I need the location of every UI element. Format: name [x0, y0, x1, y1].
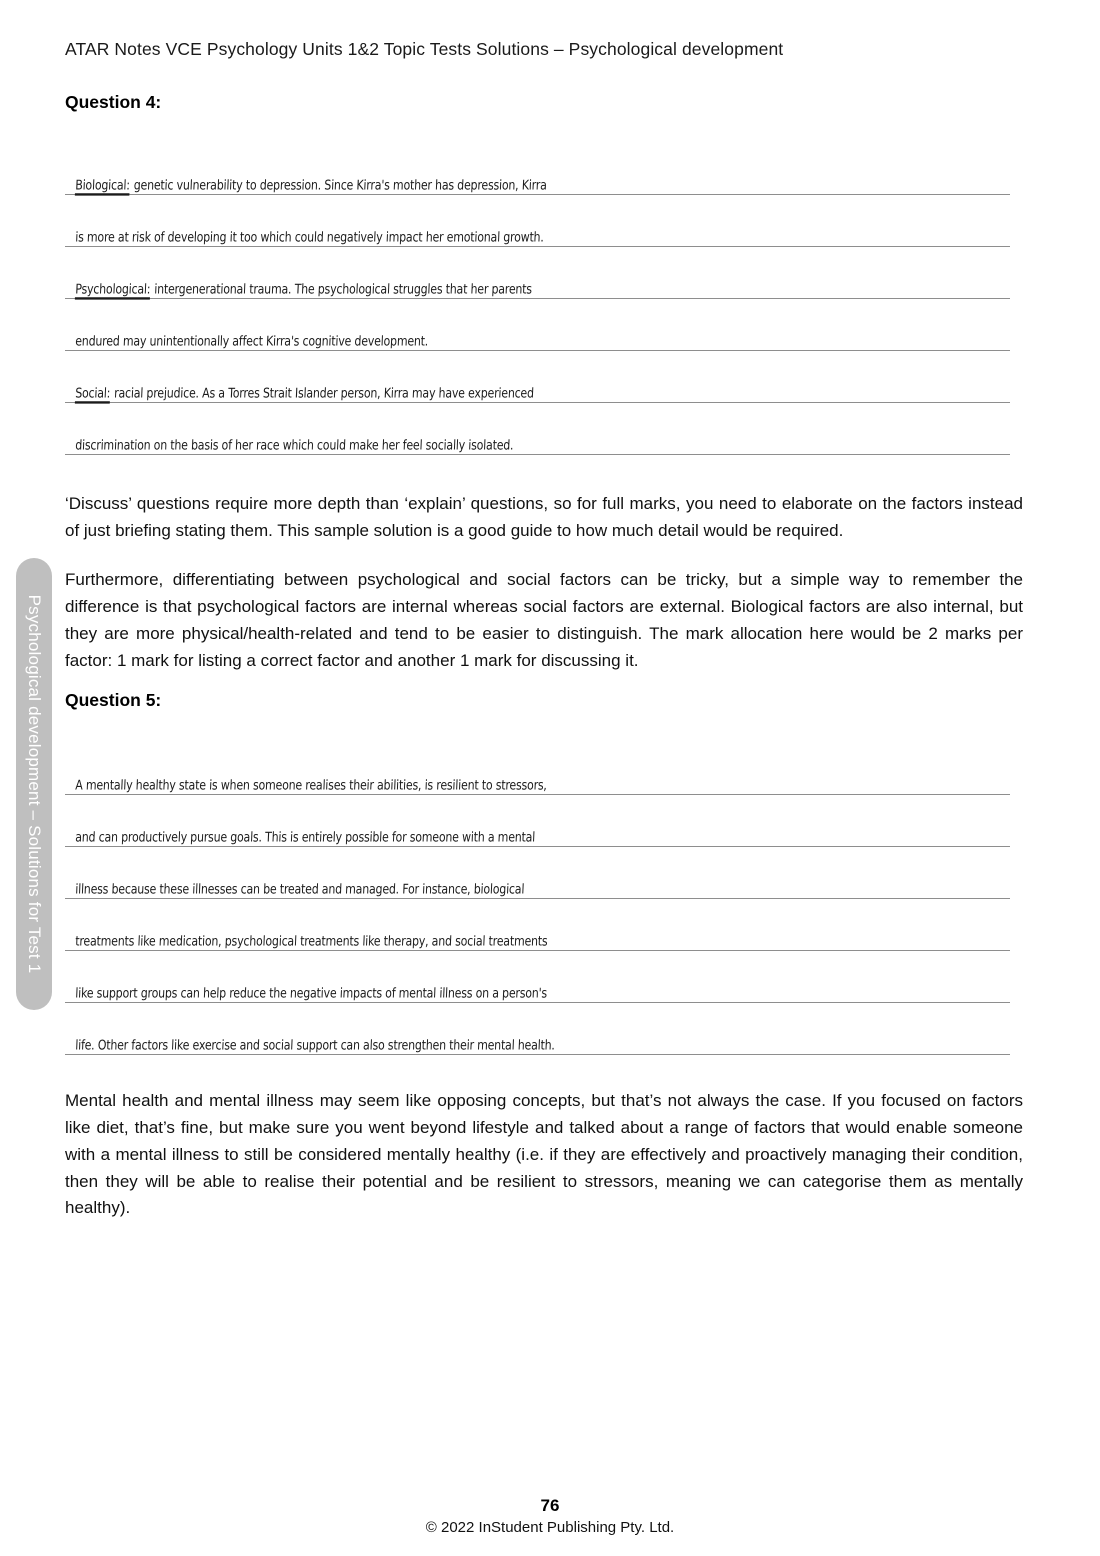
question-5-heading: Question 5: [65, 690, 162, 710]
handwriting-line [65, 247, 1010, 299]
handwriting-body: and can productively pursue goals. This is entirely possible for someone with a mental [74, 829, 536, 846]
section-side-tab [16, 558, 52, 1010]
handwriting-line [65, 195, 1010, 247]
handwriting-text [75, 387, 1009, 400]
handwriting-lead: Biological: [74, 177, 131, 194]
handwriting-line [65, 899, 1010, 951]
handwriting-line [65, 951, 1010, 1003]
handwriting-line [65, 743, 1010, 795]
handwriting-body: endured may unintentionally affect Kirra's cognitive development. [74, 333, 429, 350]
handwriting-text [75, 831, 1009, 844]
handwriting-line [65, 351, 1010, 403]
question-4-handwritten-answer [65, 143, 1010, 455]
handwriting-line [65, 143, 1010, 195]
handwriting-body: genetic vulnerability to depression. Since Kirra's mother has depression, Kirra [133, 177, 548, 194]
question-4-commentary-1: ‘Discuss’ questions require more depth than ‘explain’ questions, so for full marks, you need to elaborate on the factors instead of just briefing stating them. This sample solution is a good guide to how much detail would be required. [65, 494, 1023, 540]
handwriting-body: A mentally healthy state is when someone realises their abilities, is resilient to stressors, [74, 777, 548, 794]
handwriting-body: is more at risk of developing it too which could negatively impact her emotional growth. [74, 229, 545, 246]
handwriting-text [75, 439, 1009, 452]
section-side-tab-label: Psychological development – Solutions for Test 1 [25, 594, 44, 974]
handwriting-body: life. Other factors like exercise and social support can also strengthen their mental health. [74, 1037, 556, 1054]
question-4-heading: Question 4: [65, 92, 162, 112]
handwriting-body: illness because these illnesses can be treated and managed. For instance, biological [74, 881, 525, 898]
handwriting-body: discrimination on the basis of her race which could make her feel socially isolated. [74, 437, 514, 454]
handwriting-text [75, 935, 1009, 948]
handwriting-text [75, 335, 1009, 348]
handwriting-body: racial prejudice. As a Torres Strait Islander person, Kirra may have experienced [113, 385, 535, 402]
handwriting-text [75, 1039, 1009, 1052]
page-number: 76 [540, 1495, 560, 1515]
running-header: ATAR Notes VCE Psychology Units 1&2 Topic Tests Solutions – Psychological development [65, 39, 784, 59]
question-5-handwritten-answer [65, 743, 1010, 1055]
handwriting-line [65, 299, 1010, 351]
handwriting-body: intergenerational trauma. The psychological struggles that her parents [153, 281, 533, 298]
page-footer [0, 1495, 1100, 1538]
question-4-commentary-2: Furthermore, differentiating between psychological and social factors can be tricky, but a simple way to remember the difference is that psychological factors are internal whereas social factors are external. Biological factors are also internal, but they are more physical/health-related and tend to be easier to distinguish. The mark allocation here would be 2 marks per factor: 1 mark for listing a correct factor and another 1 mark for discussing it. [65, 570, 1023, 670]
handwriting-text [75, 231, 1009, 244]
handwriting-body: treatments like medication, psychological treatments like therapy, and social treatments [74, 933, 548, 950]
handwriting-text [75, 283, 1009, 296]
handwriting-text [75, 779, 1009, 792]
copyright-notice: © 2022 InStudent Publishing Pty. Ltd. [425, 1518, 675, 1536]
handwriting-text [75, 179, 1009, 192]
question-5-commentary-1: Mental health and mental illness may seem like opposing concepts, but that’s not always the case. If you focused on factors like diet, that’s fine, but make sure you went beyond lifestyle and talked about a range of factors that would enable someone with a mental illness to still be considered mentally healthy (i.e. if they are effectively and proactively managing their condition, then they will be able to realise their potential and be resilient to stressors, meaning we can categorise them as mentally healthy). [65, 1091, 1023, 1218]
handwriting-body: like support groups can help reduce the negative impacts of mental illness on a person's [74, 985, 548, 1002]
handwriting-line [65, 795, 1010, 847]
handwriting-line [65, 1003, 1010, 1055]
handwriting-text [75, 883, 1009, 896]
handwriting-line [65, 847, 1010, 899]
handwriting-text [75, 987, 1009, 1000]
handwriting-line [65, 403, 1010, 455]
handwriting-lead: Social: [74, 385, 111, 402]
handwriting-lead: Psychological: [74, 281, 151, 298]
